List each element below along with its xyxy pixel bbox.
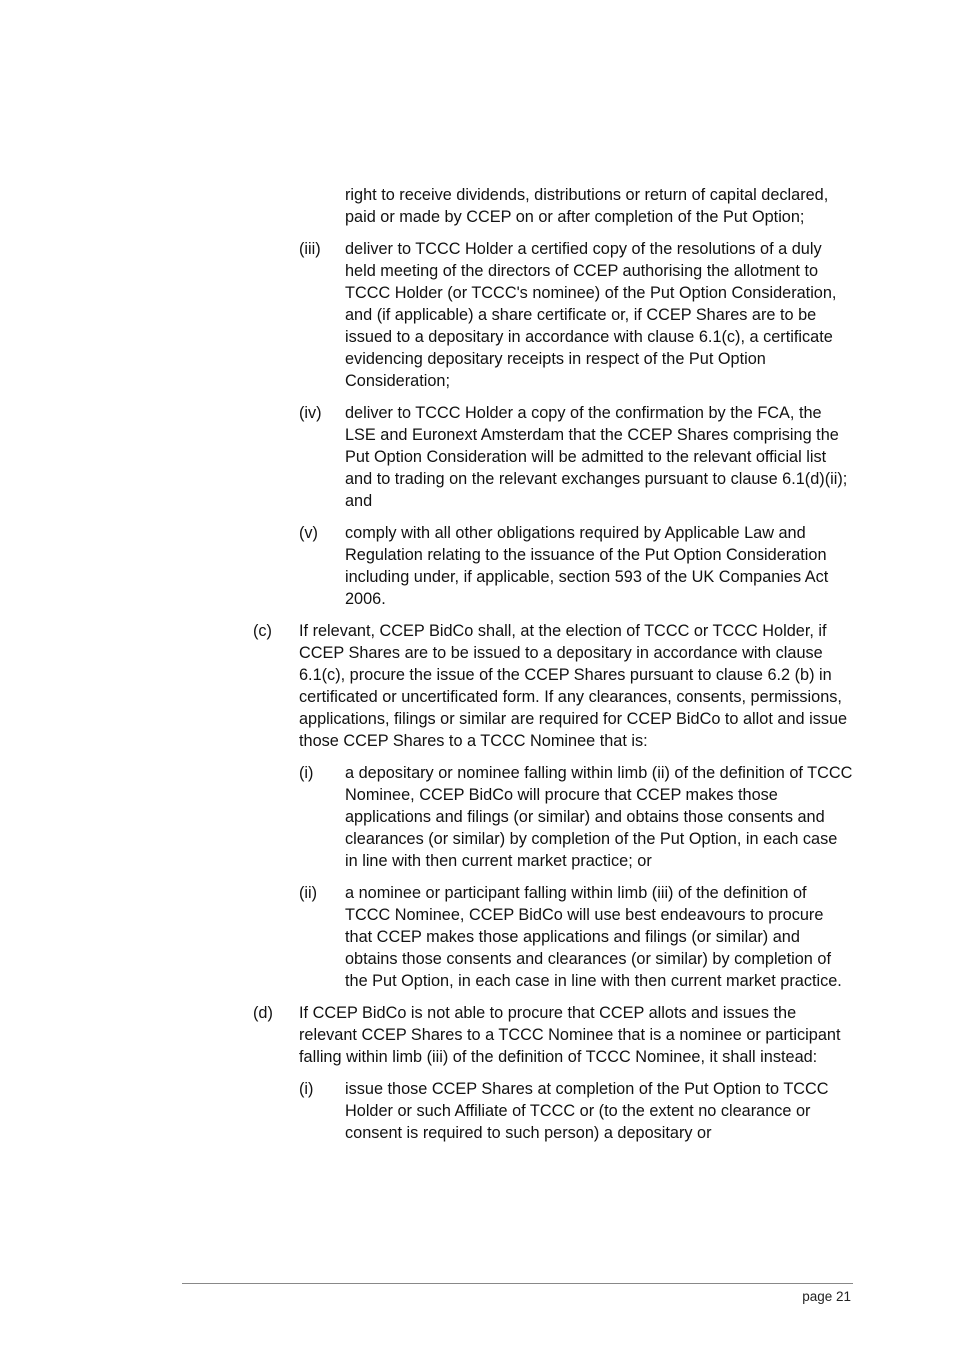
clause-item-v [299,522,853,610]
clause-item-c-ii [299,882,853,992]
clause-text: issue those CCEP Shares at completion of the Put Option to TCCC Holder or such Affiliate of TCCC or (to the extent no clearance or consent is required to such person) a depositary or [345,1080,829,1142]
clause-text: a nominee or participant falling within limb (iii) of the definition of TCCC Nominee, CCEP BidCo will use best endeavours to procure that CCEP makes those applications and filings (or similar) and obtains those consents and clearances (or similar) by completion of the Put Option, in each case in line with then current market practice. [345,884,842,990]
paragraph-text: right to receive dividends, distributions or return of capital declared, paid or made by CCEP on or after completion of the Put Option; [345,186,829,226]
clause-number: (ii) [299,884,318,902]
clause-item-d [253,1002,853,1068]
clause-number: (iv) [299,404,322,422]
clause-item-c-i [299,762,853,872]
clause-number: (iii) [299,240,321,258]
clause-text: deliver to TCCC Holder a certified copy of the resolutions of a duly held meeting of the directors of CCEP authorising the allotment to TCCC Holder (or TCCC's nominee) of the Put Option Consideration, and (if applicable) a share certificate or, if CCEP Shares are to be issued to a depositary in accordance with clause 6.1(c), a certificate evidencing depositary receipts in respect of the Put Option Consideration; [345,240,837,390]
clause-item-c [253,620,853,752]
clause-item-iii [299,238,853,392]
clause-text: comply with all other obligations required by Applicable Law and Regulation relating to the issuance of the Put Option Consideration including under, if applicable, section 593 of the UK Companies Act 2006. [345,524,829,608]
footer-divider [182,1283,853,1284]
paragraph-continuation [0,184,853,228]
clause-text: a depositary or nominee falling within limb (ii) of the definition of TCCC Nominee, CCEP BidCo will procure that CCEP makes those applications and filings (or similar) and obtains those consents and clearances (or similar) by completion of the Put Option, in each case in line with then current market practice; or [345,764,853,870]
clause-number: (i) [299,764,314,782]
clause-number: (i) [299,1080,314,1098]
clause-text: deliver to TCCC Holder a copy of the confirmation by the FCA, the LSE and Euronext Amsterdam that the CCEP Shares comprising the Put Option Consideration will be admitted to the relevant official list and to trading on the relevant exchanges pursuant to clause 6.1(d)(ii); and [345,404,848,510]
clause-number: (v) [299,524,318,542]
clause-item-d-i [299,1078,853,1144]
clause-text: If CCEP BidCo is not able to procure that CCEP allots and issues the relevant CCEP Shares to a TCCC Nominee that is a nominee or participant falling within limb (iii) of the definition of TCCC Nominee, it shall instead: [299,1004,841,1066]
document-body [0,184,965,1154]
clause-number: (d) [253,1004,273,1022]
clause-text: If relevant, CCEP BidCo shall, at the election of TCCC or TCCC Holder, if CCEP Shares are to be issued to a depositary in accordance with clause 6.1(c), procure the issue of the CCEP Shares pursuant to clause 6.2 (b) in certificated or uncertificated form. If any clearances, consents, permissions, applications, filings or similar are required for CCEP BidCo to allot and issue those CCEP Shares to a TCCC Nominee that is: [299,622,848,750]
page-number: page 21 [802,1289,851,1304]
clause-item-iv [299,402,853,512]
clause-number: (c) [253,622,272,640]
